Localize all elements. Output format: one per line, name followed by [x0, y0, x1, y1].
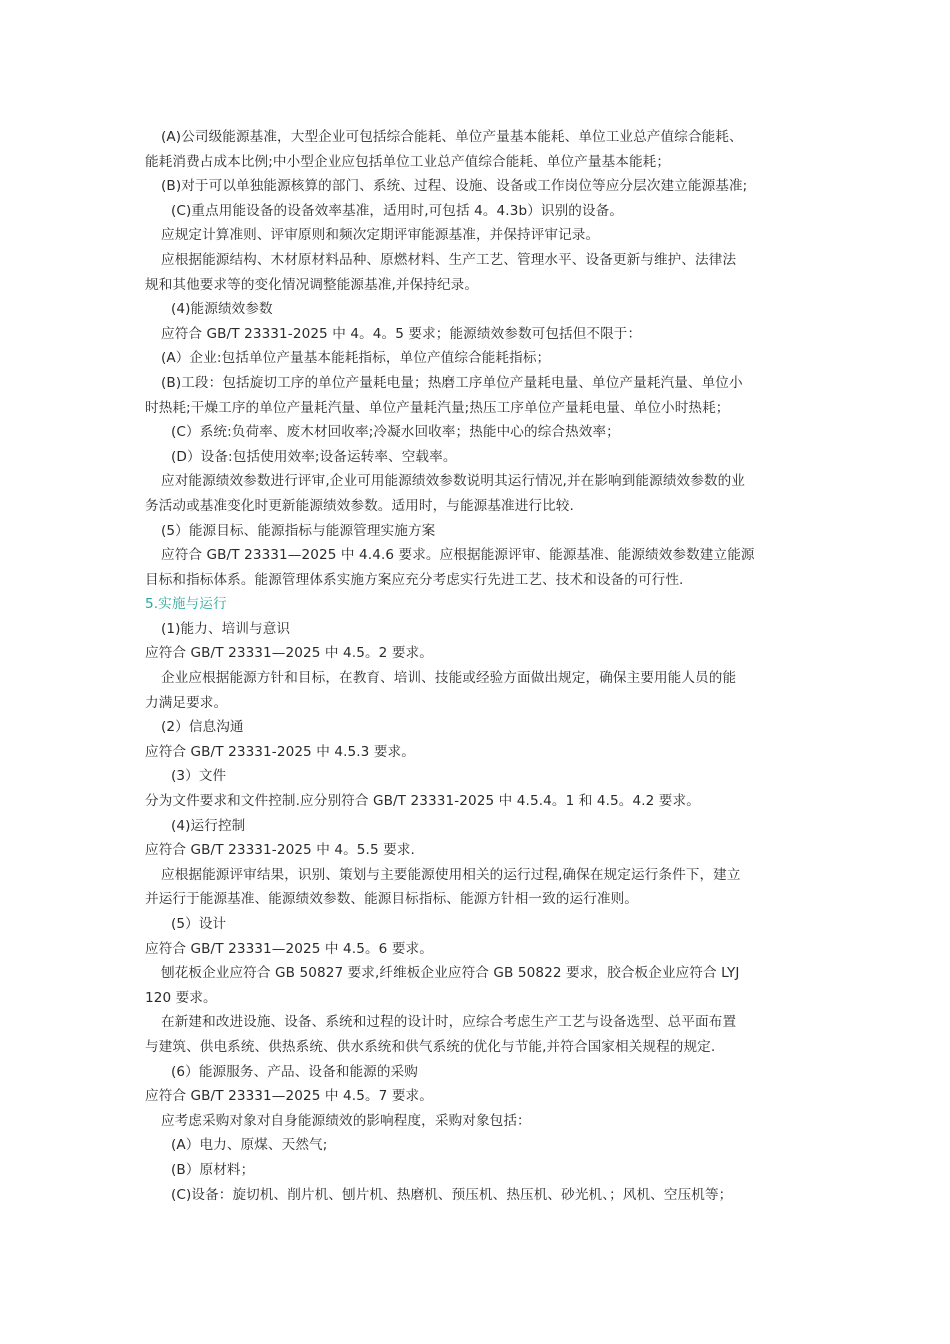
- text-line: 并运行于能源基准、能源绩效参数、能源目标指标、能源方针相一致的运行准则。: [145, 891, 638, 908]
- text-line: (6）能源服务、产品、设备和能源的采购: [171, 1063, 418, 1080]
- text-line: (5）能源目标、能源指标与能源管理实施方案: [161, 522, 436, 539]
- text-line: 企业应根据能源方针和目标，在教育、培训、技能或经验方面做出规定，确保主要用能人员的能: [161, 670, 737, 687]
- text-line: 应根据能源评审结果，识别、策划与主要能源使用相关的运行过程,确保在规定运行条件下，建立: [161, 866, 741, 883]
- text-line: 应符合 GB/T 23331—2025 中 4.4.6 要求。应根据能源评审、能源基准、能源绩效参数建立能源: [161, 547, 755, 564]
- text-line: 应考虑采购对象对自身能源绩效的影响程度，采购对象包括：: [161, 1112, 531, 1129]
- text-line: 务活动或基准变化时更新能源绩效参数。适用时，与能源基准进行比较.: [145, 497, 574, 514]
- text-line: (4)能源绩效参数: [171, 301, 273, 318]
- text-line: 在新建和改进设施、设备、系统和过程的设计时，应综合考虑生产工艺与设备选型、总平面布置: [161, 1014, 737, 1031]
- text-line: 能耗消费占成本比例;中小型企业应包括单位工业总产值综合能耗、单位产量基本能耗；: [145, 153, 671, 170]
- text-line: (C)设备：旋切机、削片机、刨片机、热磨机、预压机、热压机、砂光机、；风机、空压机等；: [171, 1186, 733, 1203]
- text-line: (C)重点用能设备的设备效率基准，适用时,可包括 4。4.3b）识别的设备。: [171, 202, 624, 219]
- text-line: 应符合 GB/T 23331—2025 中 4.5。2 要求。: [145, 645, 433, 662]
- section-heading: 5.实施与运行: [145, 596, 227, 613]
- text-line: (3）文件: [171, 768, 227, 785]
- text-line: (B）原材料；: [171, 1161, 255, 1178]
- text-line: 刨花板企业应符合 GB 50827 要求,纤维板企业应符合 GB 50822 要求，胶合板企业应符合 LYJ: [161, 965, 740, 982]
- text-line: 应符合 GB/T 23331-2025 中 4。5.5 要求.: [145, 842, 415, 859]
- text-line: 应规定计算准则、评审原则和频次定期评审能源基准，并保持评审记录。: [161, 227, 600, 244]
- text-line: (C）系统:负荷率、废木材回收率;冷凝水回收率；热能中心的综合热效率；: [171, 424, 620, 441]
- text-line: 120 要求。: [145, 989, 217, 1006]
- text-line: 目标和指标体系。能源管理体系实施方案应充分考虑实行先进工艺、技术和设备的可行性.: [145, 571, 684, 588]
- document-body: [145, 125, 810, 1207]
- text-line: 应对能源绩效参数进行评审,企业可用能源绩效参数说明其运行情况,并在影响到能源绩效参数的业: [161, 473, 745, 490]
- text-line: (B)工段：包括旋切工序的单位产量耗电量；热磨工序单位产量耗电量、单位产量耗汽量、单位小: [161, 374, 743, 391]
- text-line: 应符合 GB/T 23331—2025 中 4.5。7 要求。: [145, 1088, 433, 1105]
- text-line: (4)运行控制: [171, 817, 246, 834]
- text-line: 分为文件要求和文件控制.应分别符合 GB/T 23331-2025 中 4.5.4。1 和 4.5。4.2 要求。: [145, 793, 700, 810]
- text-line: (5）设计: [171, 916, 227, 932]
- text-line: (A)公司级能源基准，大型企业可包括综合能耗、单位产量基本能耗、单位工业总产值综合能耗、: [161, 129, 743, 145]
- text-line: 规和其他要求等的变化情况调整能源基准,并保持纪录。: [145, 276, 479, 293]
- text-line: 与建筑、供电系统、供热系统、供水系统和供气系统的优化与节能,并符合国家相关规程的规定.: [145, 1038, 716, 1055]
- text-line: (A）电力、原煤、天然气;: [171, 1137, 328, 1154]
- text-line: 时热耗;干燥工序的单位产量耗汽量、单位产量耗汽量;热压工序单位产量耗电量、单位小时热耗；: [145, 399, 730, 416]
- text-line: 应符合 GB/T 23331-2025 中 4.5.3 要求。: [145, 743, 415, 760]
- text-line: (B)对于可以单独能源核算的部门、系统、过程、设施、设备或工作岗位等应分层次建立能源基准;: [161, 178, 748, 195]
- text-line: 应符合 GB/T 23331—2025 中 4.5。6 要求。: [145, 940, 433, 957]
- text-line: (2）信息沟通: [161, 719, 244, 736]
- text-line: (D）设备:包括使用效率;设备运转率、空载率。: [171, 448, 457, 465]
- text-line: 力满足要求。: [145, 694, 228, 711]
- text-line: (1)能力、培训与意识: [161, 620, 291, 637]
- text-line: 应符合 GB/T 23331-2025 中 4。4。5 要求；能源绩效参数可包括但不限于：: [161, 325, 642, 342]
- text-line: (A）企业:包括单位产量基本能耗指标，单位产值综合能耗指标；: [161, 350, 551, 367]
- text-line: 应根据能源结构、木材原材料品种、原燃材料、生产工艺、管理水平、设备更新与维护、法律法: [161, 251, 737, 268]
